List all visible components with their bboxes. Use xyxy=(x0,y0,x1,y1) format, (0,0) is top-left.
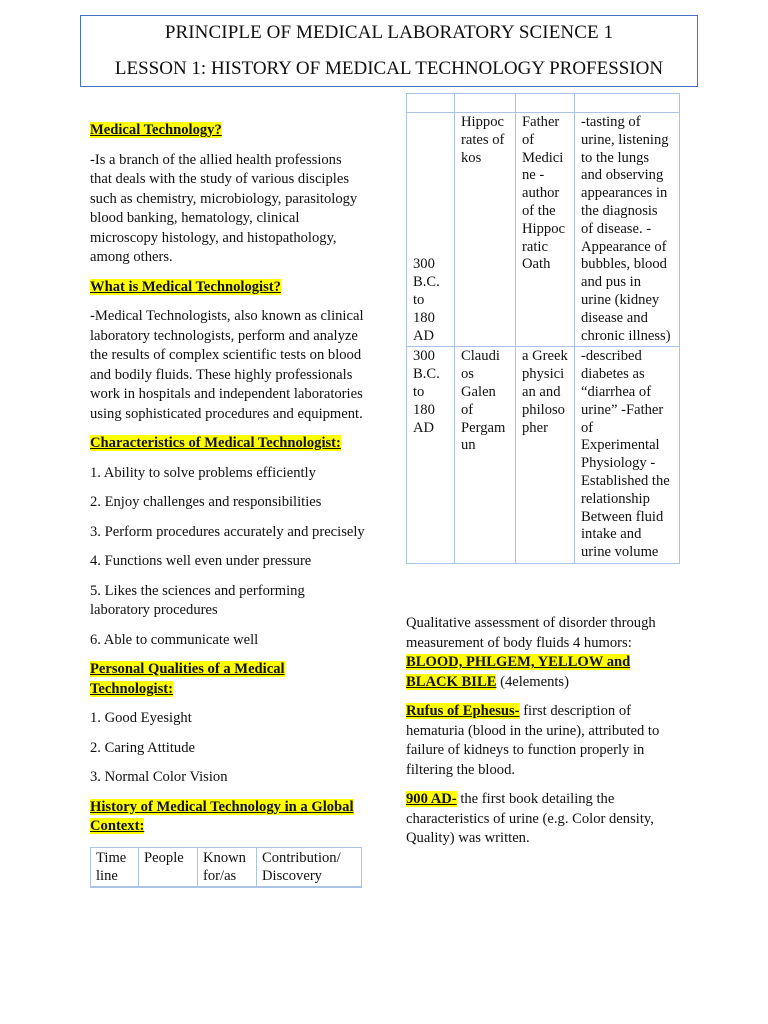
header-cell-known: Known for/as xyxy=(198,847,257,887)
cell-time: 300 B.C. to 180 AD xyxy=(407,113,455,347)
heading-personal-qualities: Personal Qualities of a Medical Technologist: xyxy=(90,661,285,697)
heading-medical-technology: Medical Technology? xyxy=(90,122,222,138)
table-row xyxy=(407,113,680,347)
rufus-paragraph xyxy=(406,702,678,780)
header-cell-timeline: Time line xyxy=(91,847,139,887)
history-table xyxy=(406,93,680,564)
cell-contribution: -described diabetes as “diarrhea of urine” -Father of Experimental Physiology -Established the relationship Between fluid intake and urine volume xyxy=(575,347,680,564)
900ad-paragraph xyxy=(406,790,678,849)
cell-people: Hippoc rates of kos xyxy=(455,113,516,347)
history-table-header xyxy=(90,847,362,888)
cell-people: Claudi os Galen of Pergam un xyxy=(455,347,516,564)
list-item: 4. Functions well even under pressure xyxy=(90,553,312,569)
title-box xyxy=(80,15,698,87)
list-item: 6. Able to communicate well xyxy=(90,631,259,648)
lesson-title: LESSON 1: HISTORY OF MEDICAL TECHNOLOGY PROFESSION xyxy=(114,58,664,79)
rufus-text: first description of hematuria (blood in the urine), attributed to failure of kidneys to function properly in filtering the blood. xyxy=(406,703,660,778)
heading-history-global: History of Medical Technology in a Global Context: xyxy=(90,798,354,834)
humors-highlight: BLOOD, PHLGEM, YELLOW and BLACK BILE xyxy=(406,654,631,690)
left-column xyxy=(90,121,365,888)
rufus-highlight: Rufus of Ephesus- xyxy=(406,703,520,719)
humors-paragraph xyxy=(406,614,678,692)
definition-medical-technologist: -Medical Technologists, also known as clinical laboratory technologists, perform and analyze the results of complex scientific tests on blood and bodily fluids. These highly professionals work in hospitals and independent laboratories using sophisticated procedures and equipment. xyxy=(90,308,364,422)
humors-tail: (4elements) xyxy=(496,673,569,690)
header-cell-people: People xyxy=(139,847,198,887)
cell-time: 300 B.C. to 180 AD xyxy=(407,347,455,564)
list-item: 3. Perform procedures accurately and precisely xyxy=(90,523,365,540)
cell-known: Father of Medici ne -author of the Hippoc ratic Oath xyxy=(516,113,575,347)
header-cell-contribution: Contribution/ Discovery xyxy=(257,847,362,887)
cell-known: a Greek physici an and philoso pher xyxy=(516,347,575,564)
list-item: 3. Normal Color Vision xyxy=(90,769,228,785)
heading-characteristics: Characteristics of Medical Technologist: xyxy=(90,435,341,451)
900ad-highlight: 900 AD- xyxy=(406,791,457,807)
heading-medical-technologist: What is Medical Technologist? xyxy=(90,278,281,295)
table-row xyxy=(407,94,680,113)
course-title: PRINCIPLE OF MEDICAL LABORATORY SCIENCE 1 xyxy=(164,22,614,43)
900ad-text: the first book detailing the characteristics of urine (e.g. Color density, Quality) was written. xyxy=(406,791,654,846)
definition-medical-technology: -Is a branch of the allied health professions that deals with the study of various disciples such as chemistry, microbiology, parasitology blood banking, hematology, clinical microscopy histology, and histopathology, among others. xyxy=(90,151,358,265)
list-item: 1. Good Eyesight xyxy=(90,710,192,726)
list-item: 2. Caring Attitude xyxy=(90,739,195,756)
cell-contribution: -tasting of urine, listening to the lungs and observing appearances in the diagnosis of disease. -Appearance of bubbles, blood and pus in urine (kidney disease and chronic illness) xyxy=(575,113,680,347)
right-column-text xyxy=(406,614,678,859)
humors-text: Qualitative assessment of disorder through measurement of body fluids 4 humors: xyxy=(406,615,656,651)
list-item: 5. Likes the sciences and performing laboratory procedures xyxy=(90,582,305,618)
list-item: 2. Enjoy challenges and responsibilities xyxy=(90,494,322,510)
list-item: 1. Ability to solve problems efficiently xyxy=(90,464,316,481)
table-row xyxy=(407,347,680,564)
